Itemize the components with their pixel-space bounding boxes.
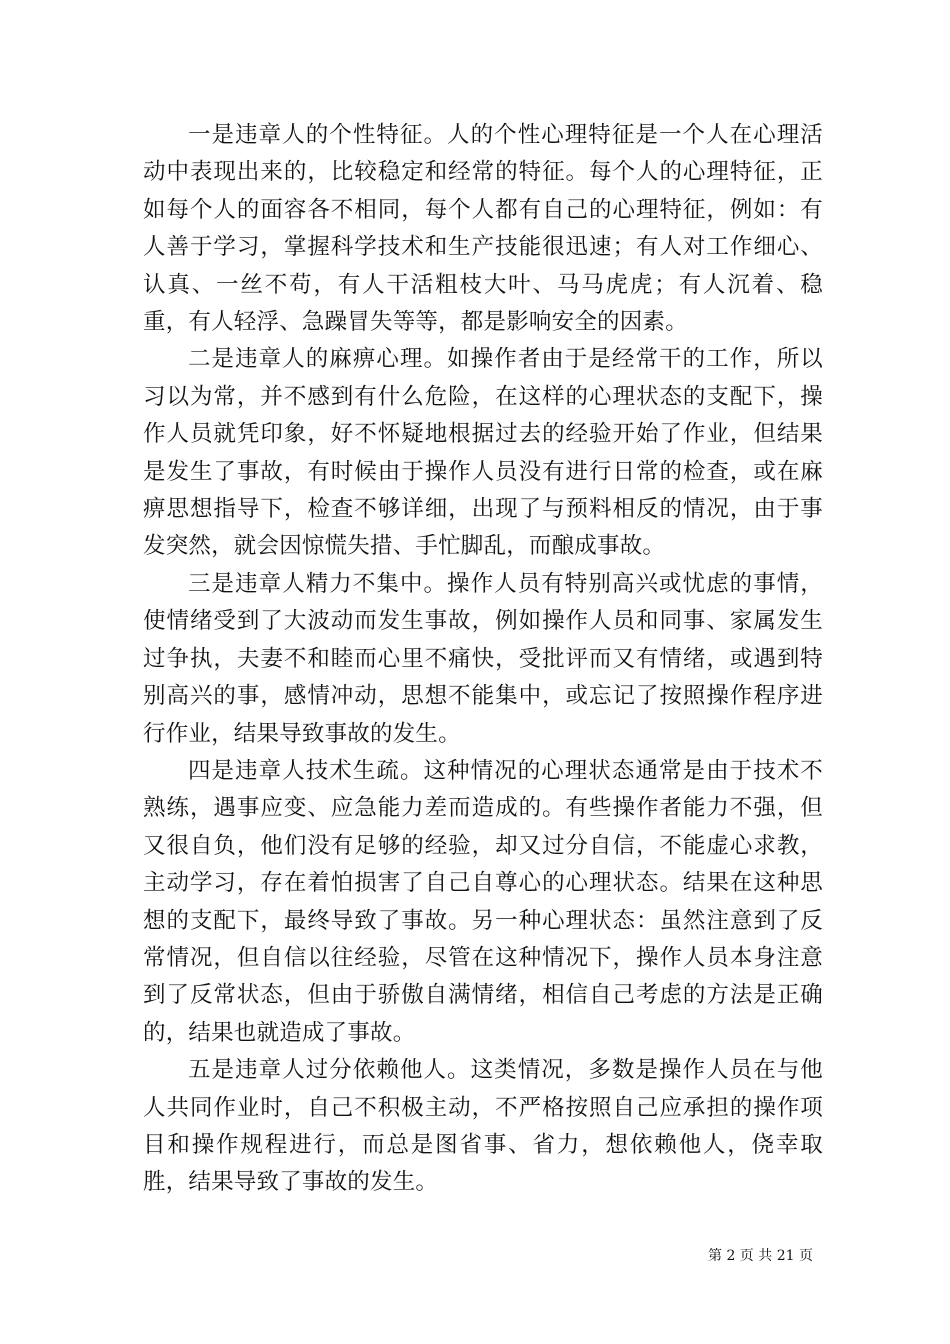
paragraph-5: 五是违章人过分依赖他人。这类情况，多数是操作人员在与他人共同作业时，自己不积极主动，不严格按照自己应承担的操作项目和操作规程进行，而总是图省事、省力，想依赖他人，侥幸取胜，结果导致了事故的发生。 [143, 1057, 823, 1196]
document-body [143, 117, 823, 1202]
paragraph-2: 二是违章人的麻痹心理。如操作者由于是经常干的工作，所以习以为常，并不感到有什么危险，在这样的心理状态的支配下，操作人员就凭印象，好不怀疑地根据过去的经验开始了作业，但结果是发生了事故，有时候由于操作人员没有进行日常的检查，或在麻痹思想指导下，检查不够详细，出现了与预料相反的情况，由于事发突然，就会因惊慌失措、手忙脚乱，而酿成事故。 [143, 346, 823, 560]
paragraph-3: 三是违章人精力不集中。操作人员有特别高兴或忧虑的事情，使情绪受到了大波动而发生事故，例如操作人员和同事、家属发生过争执，夫妻不和睦而心里不痛快，受批评而又有情绪，或遇到特别高兴的事，感情冲动，思想不能集中，或忘记了按照操作程序进行作业，结果导致事故的发生。 [143, 570, 823, 747]
page-number-footer: 第 2 页 共 21 页 [708, 1248, 813, 1264]
paragraph-4: 四是违章人技术生疏。这种情况的心理状态通常是由于技术不熟练，遇事应变、应急能力差而造成的。有些操作者能力不强，但又很自负，他们没有足够的经验，却又过分自信，不能虚心求教，主动学习，存在着怕损害了自己自尊心的心理状态。结果在这种思想的支配下，最终导致了事故。另一种心理状态：虽然注意到了反常情况，但自信以往经验，尽管在这种情况下，操作人员本身注意到了反常状态，但由于骄傲自满情绪，相信自己考虑的方法是正确的，结果也就造成了事故。 [143, 757, 823, 1046]
paragraph-1: 一是违章人的个性特征。人的个性心理特征是一个人在心理活动中表现出来的，比较稳定和经常的特征。每个人的心理特征，正如每个人的面容各不相同，每个人都有自己的心理特征，例如：有人善于学习，掌握科学技术和生产技能很迅速；有人对工作细心、认真、一丝不苟，有人干活粗枝大叶、马马虎虎；有人沉着、稳重，有人轻浮、急躁冒失等等，都是影响安全的因素。 [143, 122, 823, 336]
